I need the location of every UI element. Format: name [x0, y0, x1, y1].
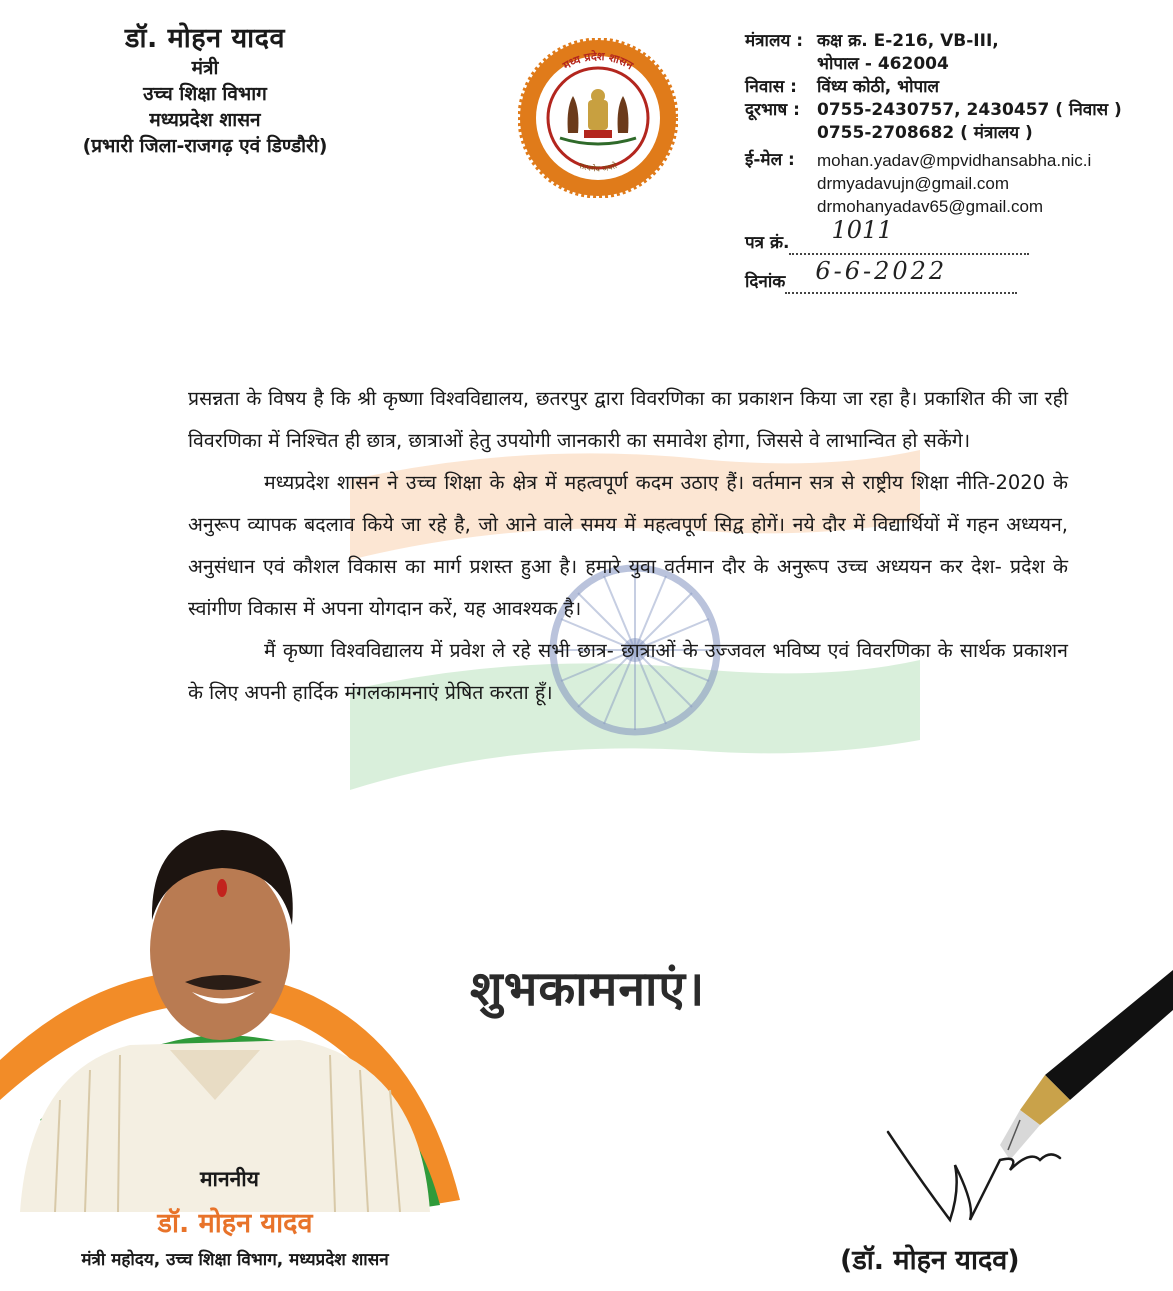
emblem-top-text: मध्य प्रदेश शासन [560, 49, 636, 73]
letter-body [188, 378, 1068, 714]
emblem-motto: सत्यमेव जयते [578, 161, 618, 174]
minister-name: डॉ. मोहन यादव [125, 23, 285, 54]
phone-row [745, 99, 1165, 122]
ministry-value: कक्ष क्र. E-216, VB-III, [817, 31, 999, 51]
residence-row [745, 76, 1165, 99]
residence-label: निवास : [745, 77, 797, 97]
caption-name: डॉ. मोहन यादव [157, 1208, 313, 1239]
phone-row-2 [745, 122, 1165, 145]
letter-number-row [745, 216, 1165, 255]
greeting-title: शुभकामनाएं। [470, 961, 706, 1017]
letter-number-line [789, 216, 1029, 255]
handwritten-signature [880, 1120, 1120, 1230]
department: उच्च शिक्षा विभाग [143, 83, 267, 105]
date-value: 6-6-2022 [815, 257, 948, 285]
minister-portrait [0, 800, 470, 1212]
letter-number-label: पत्र क्रं. [745, 233, 790, 253]
ministry-pincode: भोपाल - 462004 [817, 54, 949, 74]
minister-header [40, 18, 370, 159]
date-row [745, 257, 1165, 294]
caption-post: मंत्री महोदय, उच्च शिक्षा विभाग, मध्यप्रदेश शासन [81, 1250, 389, 1270]
email-row [745, 149, 1165, 172]
contact-block [745, 30, 1165, 294]
ministry-label: मंत्रालय : [745, 31, 804, 51]
residence-value: विंध्य कोठी, भोपाल [817, 77, 940, 97]
paragraph-3: मैं कृष्णा विश्वविद्यालय में प्रवेश ले रहे सभी छात्र- छात्राओं के उज्जवल भविष्य एवं विवरणिका के सार्थक प्रकाशन के लिए अपनी हार्दिक मंगलकामनाएं प्रेषित करता हूँ। [188, 639, 1068, 704]
paragraph-2: मध्यप्रदेश शासन ने उच्च शिक्षा के क्षेत्र में महत्वपूर्ण कदम उठाए हैं। वर्तमान सत्र से राष्ट्रीय शिक्षा नीति-2020 के अनुरूप व्यापक बदलाव किये जा रहे है, जो आने वाले समय में महत्वपूर्ण सिद्व होगें। नये दौर में विद्यार्थियों में गहन अध्ययन, अनुसंधान एवं कौशल विकास का मार्ग प्रशस्त हुआ है। हमारे युवा वर्तमान दौर के अनुरूप उच्च अध्ययन कर देश- प्रदेश के स्वांगीण विकास में अपना योगदान करें, यह आवश्यक है। [188, 471, 1068, 620]
email-label: ई-मेल : [745, 150, 795, 170]
date-line [785, 257, 1017, 294]
email-1[interactable]: mohan.yadav@mpvidhansabha.nic.i [817, 151, 1092, 170]
signatory-name: (डॉ. मोहन यादव) [840, 1245, 1020, 1276]
ministry-row [745, 30, 1165, 53]
paragraph-1: प्रसन्नता के विषय है कि श्री कृष्णा विश्वविद्यालय, छतरपुर द्वारा विवरणिका का प्रकाशन किया जा रहा है। प्रकाशित की जा रही विवरणिका में निश्चित ही छात्र, छात्राओं हेतु उपयोगी जानकारी का समावेश होगा, जिससे वे लाभान्वित हो सकेंगे। [188, 387, 1068, 452]
designation: मंत्री [191, 57, 219, 79]
phone-value: 0755-2430757, 2430457 ( निवास ) [817, 100, 1122, 120]
letter-number-value: 1011 [831, 216, 893, 244]
caption-honorific: माननीय [200, 1167, 259, 1191]
email-row-3 [745, 195, 1165, 218]
email-3[interactable]: drmohanyadav65@gmail.com [817, 197, 1044, 216]
phone-value-office: 0755-2708682 ( मंत्रालय ) [817, 123, 1033, 143]
phone-label: दूरभाष : [745, 100, 800, 120]
email-row-2 [745, 172, 1165, 195]
district-charge: (प्रभारी जिला-राजगढ़ एवं डिण्डौरी) [82, 135, 328, 157]
date-label: दिनांक [745, 272, 786, 292]
email-2[interactable]: drmyadavujn@gmail.com [817, 174, 1010, 193]
mp-government-emblem [518, 38, 678, 198]
government: मध्यप्रदेश शासन [149, 109, 261, 131]
ministry-row-2 [745, 53, 1165, 76]
